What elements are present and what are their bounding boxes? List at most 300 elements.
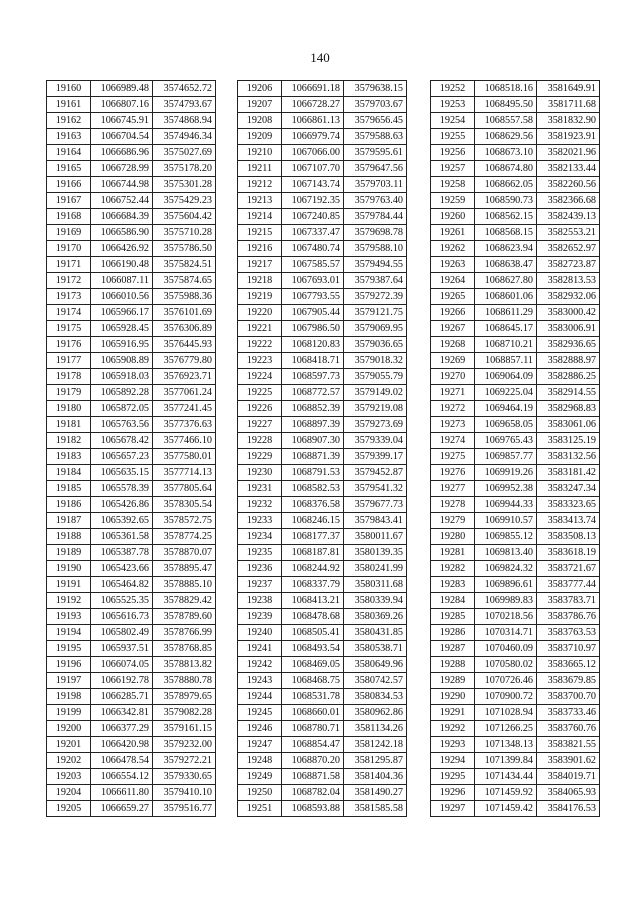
point-id-cell: 19218 [238, 273, 282, 289]
point-id-cell: 19197 [47, 673, 91, 689]
point-id-cell: 19251 [238, 801, 282, 817]
point-id-cell: 19278 [431, 497, 475, 513]
point-id-cell: 19173 [47, 289, 91, 305]
x-coordinate-cell: 1065918.03 [91, 369, 153, 385]
table-row [47, 449, 216, 465]
x-coordinate-cell: 1066744.98 [91, 177, 153, 193]
x-coordinate-cell: 1068418.71 [282, 353, 344, 369]
y-coordinate-cell: 3583700.70 [537, 689, 600, 705]
x-coordinate-cell: 1068660.01 [282, 705, 344, 721]
table-row [47, 657, 216, 673]
table-row [238, 433, 407, 449]
table-row [47, 161, 216, 177]
table-row [47, 577, 216, 593]
x-coordinate-cell: 1066704.54 [91, 129, 153, 145]
table-row [47, 513, 216, 529]
table-row [431, 737, 600, 753]
table-row [431, 337, 600, 353]
y-coordinate-cell: 3579149.02 [344, 385, 407, 401]
point-id-cell: 19267 [431, 321, 475, 337]
table-row [431, 753, 600, 769]
x-coordinate-cell: 1070900.72 [475, 689, 537, 705]
y-coordinate-cell: 3579541.32 [344, 481, 407, 497]
y-coordinate-cell: 3583618.19 [537, 545, 600, 561]
y-coordinate-cell: 3582553.21 [537, 225, 600, 241]
y-coordinate-cell: 3579036.65 [344, 337, 407, 353]
y-coordinate-cell: 3579219.08 [344, 401, 407, 417]
y-coordinate-cell: 3580339.94 [344, 593, 407, 609]
point-id-cell: 19167 [47, 193, 91, 209]
point-id-cell: 19261 [431, 225, 475, 241]
point-id-cell: 19246 [238, 721, 282, 737]
table-row [431, 177, 600, 193]
table-row [431, 481, 600, 497]
point-id-cell: 19217 [238, 257, 282, 273]
table-row [47, 273, 216, 289]
y-coordinate-cell: 3577580.01 [153, 449, 216, 465]
y-coordinate-cell: 3579410.10 [153, 785, 216, 801]
y-coordinate-cell: 3578979.65 [153, 689, 216, 705]
y-coordinate-cell: 3575027.69 [153, 145, 216, 161]
table-row [431, 609, 600, 625]
point-id-cell: 19187 [47, 513, 91, 529]
point-id-cell: 19169 [47, 225, 91, 241]
point-id-cell: 19282 [431, 561, 475, 577]
point-id-cell: 19284 [431, 593, 475, 609]
x-coordinate-cell: 1069952.38 [475, 481, 537, 497]
point-id-cell: 19181 [47, 417, 91, 433]
x-coordinate-cell: 1068568.15 [475, 225, 537, 241]
x-coordinate-cell: 1065908.89 [91, 353, 153, 369]
y-coordinate-cell: 3582914.55 [537, 385, 600, 401]
table-row [47, 113, 216, 129]
y-coordinate-cell: 3577376.63 [153, 417, 216, 433]
table-row [431, 401, 600, 417]
y-coordinate-cell: 3583821.55 [537, 737, 600, 753]
point-id-cell: 19250 [238, 785, 282, 801]
y-coordinate-cell: 3582932.06 [537, 289, 600, 305]
x-coordinate-cell: 1065635.15 [91, 465, 153, 481]
point-id-cell: 19252 [431, 81, 475, 97]
x-coordinate-cell: 1065426.86 [91, 497, 153, 513]
x-coordinate-cell: 1069910.57 [475, 513, 537, 529]
y-coordinate-cell: 3578766.99 [153, 625, 216, 641]
table-row [47, 289, 216, 305]
point-id-cell: 19223 [238, 353, 282, 369]
y-coordinate-cell: 3583006.91 [537, 321, 600, 337]
y-coordinate-cell: 3580139.35 [344, 545, 407, 561]
table-row [47, 385, 216, 401]
x-coordinate-cell: 1069064.09 [475, 369, 537, 385]
x-coordinate-cell: 1068246.15 [282, 513, 344, 529]
point-id-cell: 19176 [47, 337, 91, 353]
table-row [238, 705, 407, 721]
table-row [431, 529, 600, 545]
y-coordinate-cell: 3582968.83 [537, 401, 600, 417]
table-row [431, 417, 600, 433]
table-row [238, 529, 407, 545]
point-id-cell: 19286 [431, 625, 475, 641]
table-row [238, 353, 407, 369]
table-row [431, 657, 600, 673]
y-coordinate-cell: 3578305.54 [153, 497, 216, 513]
point-id-cell: 19239 [238, 609, 282, 625]
table-row [47, 465, 216, 481]
table-row [238, 369, 407, 385]
y-coordinate-cell: 3581923.91 [537, 129, 600, 145]
point-id-cell: 19229 [238, 449, 282, 465]
table-row [238, 113, 407, 129]
y-coordinate-cell: 3574946.34 [153, 129, 216, 145]
point-id-cell: 19266 [431, 305, 475, 321]
table-row [431, 561, 600, 577]
point-id-cell: 19194 [47, 625, 91, 641]
y-coordinate-cell: 3576306.89 [153, 321, 216, 337]
x-coordinate-cell: 1067693.01 [282, 273, 344, 289]
table-row [431, 225, 600, 241]
x-coordinate-cell: 1069989.83 [475, 593, 537, 609]
y-coordinate-cell: 3580011.67 [344, 529, 407, 545]
table-row [47, 625, 216, 641]
y-coordinate-cell: 3579399.17 [344, 449, 407, 465]
table-row [47, 369, 216, 385]
x-coordinate-cell: 1069944.33 [475, 497, 537, 513]
x-coordinate-cell: 1071434.44 [475, 769, 537, 785]
table-row [431, 113, 600, 129]
y-coordinate-cell: 3583247.34 [537, 481, 600, 497]
table-row [238, 305, 407, 321]
table-row [238, 241, 407, 257]
table-row [238, 497, 407, 513]
y-coordinate-cell: 3575786.50 [153, 241, 216, 257]
point-id-cell: 19183 [47, 449, 91, 465]
point-id-cell: 19165 [47, 161, 91, 177]
x-coordinate-cell: 1066087.11 [91, 273, 153, 289]
x-coordinate-cell: 1068780.71 [282, 721, 344, 737]
point-id-cell: 19179 [47, 385, 91, 401]
x-coordinate-cell: 1066192.78 [91, 673, 153, 689]
y-coordinate-cell: 3583721.67 [537, 561, 600, 577]
coordinate-table-1 [46, 80, 216, 817]
point-id-cell: 19256 [431, 145, 475, 161]
x-coordinate-cell: 1070460.09 [475, 641, 537, 657]
y-coordinate-cell: 3581242.18 [344, 737, 407, 753]
point-id-cell: 19168 [47, 209, 91, 225]
y-coordinate-cell: 3579494.55 [344, 257, 407, 273]
point-id-cell: 19296 [431, 785, 475, 801]
table-row [238, 609, 407, 625]
point-id-cell: 19210 [238, 145, 282, 161]
y-coordinate-cell: 3579763.40 [344, 193, 407, 209]
y-coordinate-cell: 3582723.87 [537, 257, 600, 273]
x-coordinate-cell: 1066377.29 [91, 721, 153, 737]
point-id-cell: 19224 [238, 369, 282, 385]
point-id-cell: 19243 [238, 673, 282, 689]
x-coordinate-cell: 1068468.75 [282, 673, 344, 689]
x-coordinate-cell: 1068611.29 [475, 305, 537, 321]
point-id-cell: 19271 [431, 385, 475, 401]
point-id-cell: 19216 [238, 241, 282, 257]
y-coordinate-cell: 3582888.97 [537, 353, 600, 369]
table-row [238, 177, 407, 193]
x-coordinate-cell: 1068177.37 [282, 529, 344, 545]
table-row [238, 225, 407, 241]
y-coordinate-cell: 3575301.28 [153, 177, 216, 193]
x-coordinate-cell: 1065916.95 [91, 337, 153, 353]
point-id-cell: 19178 [47, 369, 91, 385]
y-coordinate-cell: 3576445.93 [153, 337, 216, 353]
y-coordinate-cell: 3584176.53 [537, 801, 600, 817]
point-id-cell: 19190 [47, 561, 91, 577]
y-coordinate-cell: 3582652.97 [537, 241, 600, 257]
y-coordinate-cell: 3579588.10 [344, 241, 407, 257]
table-row [47, 209, 216, 225]
table-row [431, 193, 600, 209]
table-row [238, 737, 407, 753]
point-id-cell: 19264 [431, 273, 475, 289]
table-row [238, 129, 407, 145]
y-coordinate-cell: 3582886.25 [537, 369, 600, 385]
x-coordinate-cell: 1066979.74 [282, 129, 344, 145]
table-row [47, 497, 216, 513]
point-id-cell: 19231 [238, 481, 282, 497]
point-id-cell: 19170 [47, 241, 91, 257]
table-row [47, 593, 216, 609]
x-coordinate-cell: 1068854.47 [282, 737, 344, 753]
table-row [431, 705, 600, 721]
point-id-cell: 19182 [47, 433, 91, 449]
x-coordinate-cell: 1066684.39 [91, 209, 153, 225]
x-coordinate-cell: 1066752.44 [91, 193, 153, 209]
x-coordinate-cell: 1068597.73 [282, 369, 344, 385]
x-coordinate-cell: 1067143.74 [282, 177, 344, 193]
y-coordinate-cell: 3583508.13 [537, 529, 600, 545]
point-id-cell: 19180 [47, 401, 91, 417]
point-id-cell: 19283 [431, 577, 475, 593]
y-coordinate-cell: 3580538.71 [344, 641, 407, 657]
point-id-cell: 19293 [431, 737, 475, 753]
x-coordinate-cell: 1068857.11 [475, 353, 537, 369]
x-coordinate-cell: 1066190.48 [91, 257, 153, 273]
point-id-cell: 19291 [431, 705, 475, 721]
table-row [47, 337, 216, 353]
x-coordinate-cell: 1065392.65 [91, 513, 153, 529]
table-row [431, 785, 600, 801]
x-coordinate-cell: 1069896.61 [475, 577, 537, 593]
table-row [431, 145, 600, 161]
table-row [47, 401, 216, 417]
y-coordinate-cell: 3583323.65 [537, 497, 600, 513]
x-coordinate-cell: 1068870.20 [282, 753, 344, 769]
table-row [431, 369, 600, 385]
point-id-cell: 19196 [47, 657, 91, 673]
point-id-cell: 19191 [47, 577, 91, 593]
y-coordinate-cell: 3579784.44 [344, 209, 407, 225]
y-coordinate-cell: 3578813.82 [153, 657, 216, 673]
point-id-cell: 19247 [238, 737, 282, 753]
point-id-cell: 19186 [47, 497, 91, 513]
table-row [47, 97, 216, 113]
y-coordinate-cell: 3576779.80 [153, 353, 216, 369]
table-row [47, 481, 216, 497]
point-id-cell: 19200 [47, 721, 91, 737]
x-coordinate-cell: 1067337.47 [282, 225, 344, 241]
x-coordinate-cell: 1071266.25 [475, 721, 537, 737]
table-row [47, 689, 216, 705]
point-id-cell: 19174 [47, 305, 91, 321]
x-coordinate-cell: 1065616.73 [91, 609, 153, 625]
y-coordinate-cell: 3579055.79 [344, 369, 407, 385]
y-coordinate-cell: 3581585.58 [344, 801, 407, 817]
y-coordinate-cell: 3581649.91 [537, 81, 600, 97]
table-row [431, 769, 600, 785]
y-coordinate-cell: 3580311.68 [344, 577, 407, 593]
x-coordinate-cell: 1066426.92 [91, 241, 153, 257]
table-row [47, 241, 216, 257]
point-id-cell: 19203 [47, 769, 91, 785]
table-row [238, 401, 407, 417]
table-row [238, 625, 407, 641]
y-coordinate-cell: 3579387.64 [344, 273, 407, 289]
y-coordinate-cell: 3576101.69 [153, 305, 216, 321]
x-coordinate-cell: 1068629.56 [475, 129, 537, 145]
table-row [431, 449, 600, 465]
y-coordinate-cell: 3575824.51 [153, 257, 216, 273]
y-coordinate-cell: 3579677.73 [344, 497, 407, 513]
y-coordinate-cell: 3582260.56 [537, 177, 600, 193]
y-coordinate-cell: 3575874.65 [153, 273, 216, 289]
y-coordinate-cell: 3580649.96 [344, 657, 407, 673]
coordinate-table-3 [430, 80, 600, 817]
x-coordinate-cell: 1066728.99 [91, 161, 153, 177]
table-row [238, 673, 407, 689]
point-id-cell: 19189 [47, 545, 91, 561]
x-coordinate-cell: 1066989.48 [91, 81, 153, 97]
table-row [431, 385, 600, 401]
y-coordinate-cell: 3583763.53 [537, 625, 600, 641]
table-row [238, 161, 407, 177]
table-row [431, 209, 600, 225]
x-coordinate-cell: 1069857.77 [475, 449, 537, 465]
page-number: 140 [310, 50, 330, 65]
table-row [238, 561, 407, 577]
x-coordinate-cell: 1065763.56 [91, 417, 153, 433]
x-coordinate-cell: 1067066.00 [282, 145, 344, 161]
table-row [47, 561, 216, 577]
y-coordinate-cell: 3583901.62 [537, 753, 600, 769]
y-coordinate-cell: 3579703.67 [344, 97, 407, 113]
y-coordinate-cell: 3578789.60 [153, 609, 216, 625]
x-coordinate-cell: 1071348.13 [475, 737, 537, 753]
x-coordinate-cell: 1065892.28 [91, 385, 153, 401]
x-coordinate-cell: 1069765.43 [475, 433, 537, 449]
point-id-cell: 19211 [238, 161, 282, 177]
point-id-cell: 19294 [431, 753, 475, 769]
point-id-cell: 19201 [47, 737, 91, 753]
table-row [238, 785, 407, 801]
x-coordinate-cell: 1068772.57 [282, 385, 344, 401]
y-coordinate-cell: 3583777.44 [537, 577, 600, 593]
point-id-cell: 19184 [47, 465, 91, 481]
y-coordinate-cell: 3574652.72 [153, 81, 216, 97]
x-coordinate-cell: 1068493.54 [282, 641, 344, 657]
point-id-cell: 19209 [238, 129, 282, 145]
table-row [238, 801, 407, 817]
point-id-cell: 19281 [431, 545, 475, 561]
y-coordinate-cell: 3583679.85 [537, 673, 600, 689]
table-row [238, 689, 407, 705]
y-coordinate-cell: 3578572.75 [153, 513, 216, 529]
table-row [431, 577, 600, 593]
point-id-cell: 19254 [431, 113, 475, 129]
y-coordinate-cell: 3577241.45 [153, 401, 216, 417]
y-coordinate-cell: 3579703.11 [344, 177, 407, 193]
table-row [431, 721, 600, 737]
y-coordinate-cell: 3581295.87 [344, 753, 407, 769]
x-coordinate-cell: 1069813.40 [475, 545, 537, 561]
table-row [238, 657, 407, 673]
point-id-cell: 19177 [47, 353, 91, 369]
point-id-cell: 19172 [47, 273, 91, 289]
table-row [431, 641, 600, 657]
x-coordinate-cell: 1065872.05 [91, 401, 153, 417]
point-id-cell: 19240 [238, 625, 282, 641]
point-id-cell: 19257 [431, 161, 475, 177]
x-coordinate-cell: 1069225.04 [475, 385, 537, 401]
table-row [47, 177, 216, 193]
y-coordinate-cell: 3581134.26 [344, 721, 407, 737]
table-row [47, 225, 216, 241]
y-coordinate-cell: 3579452.87 [344, 465, 407, 481]
x-coordinate-cell: 1071459.92 [475, 785, 537, 801]
point-id-cell: 19238 [238, 593, 282, 609]
y-coordinate-cell: 3577805.64 [153, 481, 216, 497]
x-coordinate-cell: 1068120.83 [282, 337, 344, 353]
x-coordinate-cell: 1065361.58 [91, 529, 153, 545]
y-coordinate-cell: 3574793.67 [153, 97, 216, 113]
point-id-cell: 19163 [47, 129, 91, 145]
table-row [431, 513, 600, 529]
x-coordinate-cell: 1068469.05 [282, 657, 344, 673]
point-id-cell: 19237 [238, 577, 282, 593]
y-coordinate-cell: 3579843.41 [344, 513, 407, 529]
y-coordinate-cell: 3578768.85 [153, 641, 216, 657]
y-coordinate-cell: 3580962.86 [344, 705, 407, 721]
x-coordinate-cell: 1069919.26 [475, 465, 537, 481]
x-coordinate-cell: 1068852.39 [282, 401, 344, 417]
y-coordinate-cell: 3579656.45 [344, 113, 407, 129]
x-coordinate-cell: 1065525.35 [91, 593, 153, 609]
point-id-cell: 19166 [47, 177, 91, 193]
point-id-cell: 19273 [431, 417, 475, 433]
table-row [431, 593, 600, 609]
y-coordinate-cell: 3583733.46 [537, 705, 600, 721]
x-coordinate-cell: 1066010.56 [91, 289, 153, 305]
x-coordinate-cell: 1068907.30 [282, 433, 344, 449]
table-row [238, 465, 407, 481]
point-id-cell: 19274 [431, 433, 475, 449]
table-row [47, 721, 216, 737]
table-row [238, 753, 407, 769]
x-coordinate-cell: 1068495.50 [475, 97, 537, 113]
y-coordinate-cell: 3582021.96 [537, 145, 600, 161]
y-coordinate-cell: 3583760.76 [537, 721, 600, 737]
y-coordinate-cell: 3578829.42 [153, 593, 216, 609]
point-id-cell: 19249 [238, 769, 282, 785]
table-row [238, 769, 407, 785]
point-id-cell: 19202 [47, 753, 91, 769]
y-coordinate-cell: 3578880.78 [153, 673, 216, 689]
